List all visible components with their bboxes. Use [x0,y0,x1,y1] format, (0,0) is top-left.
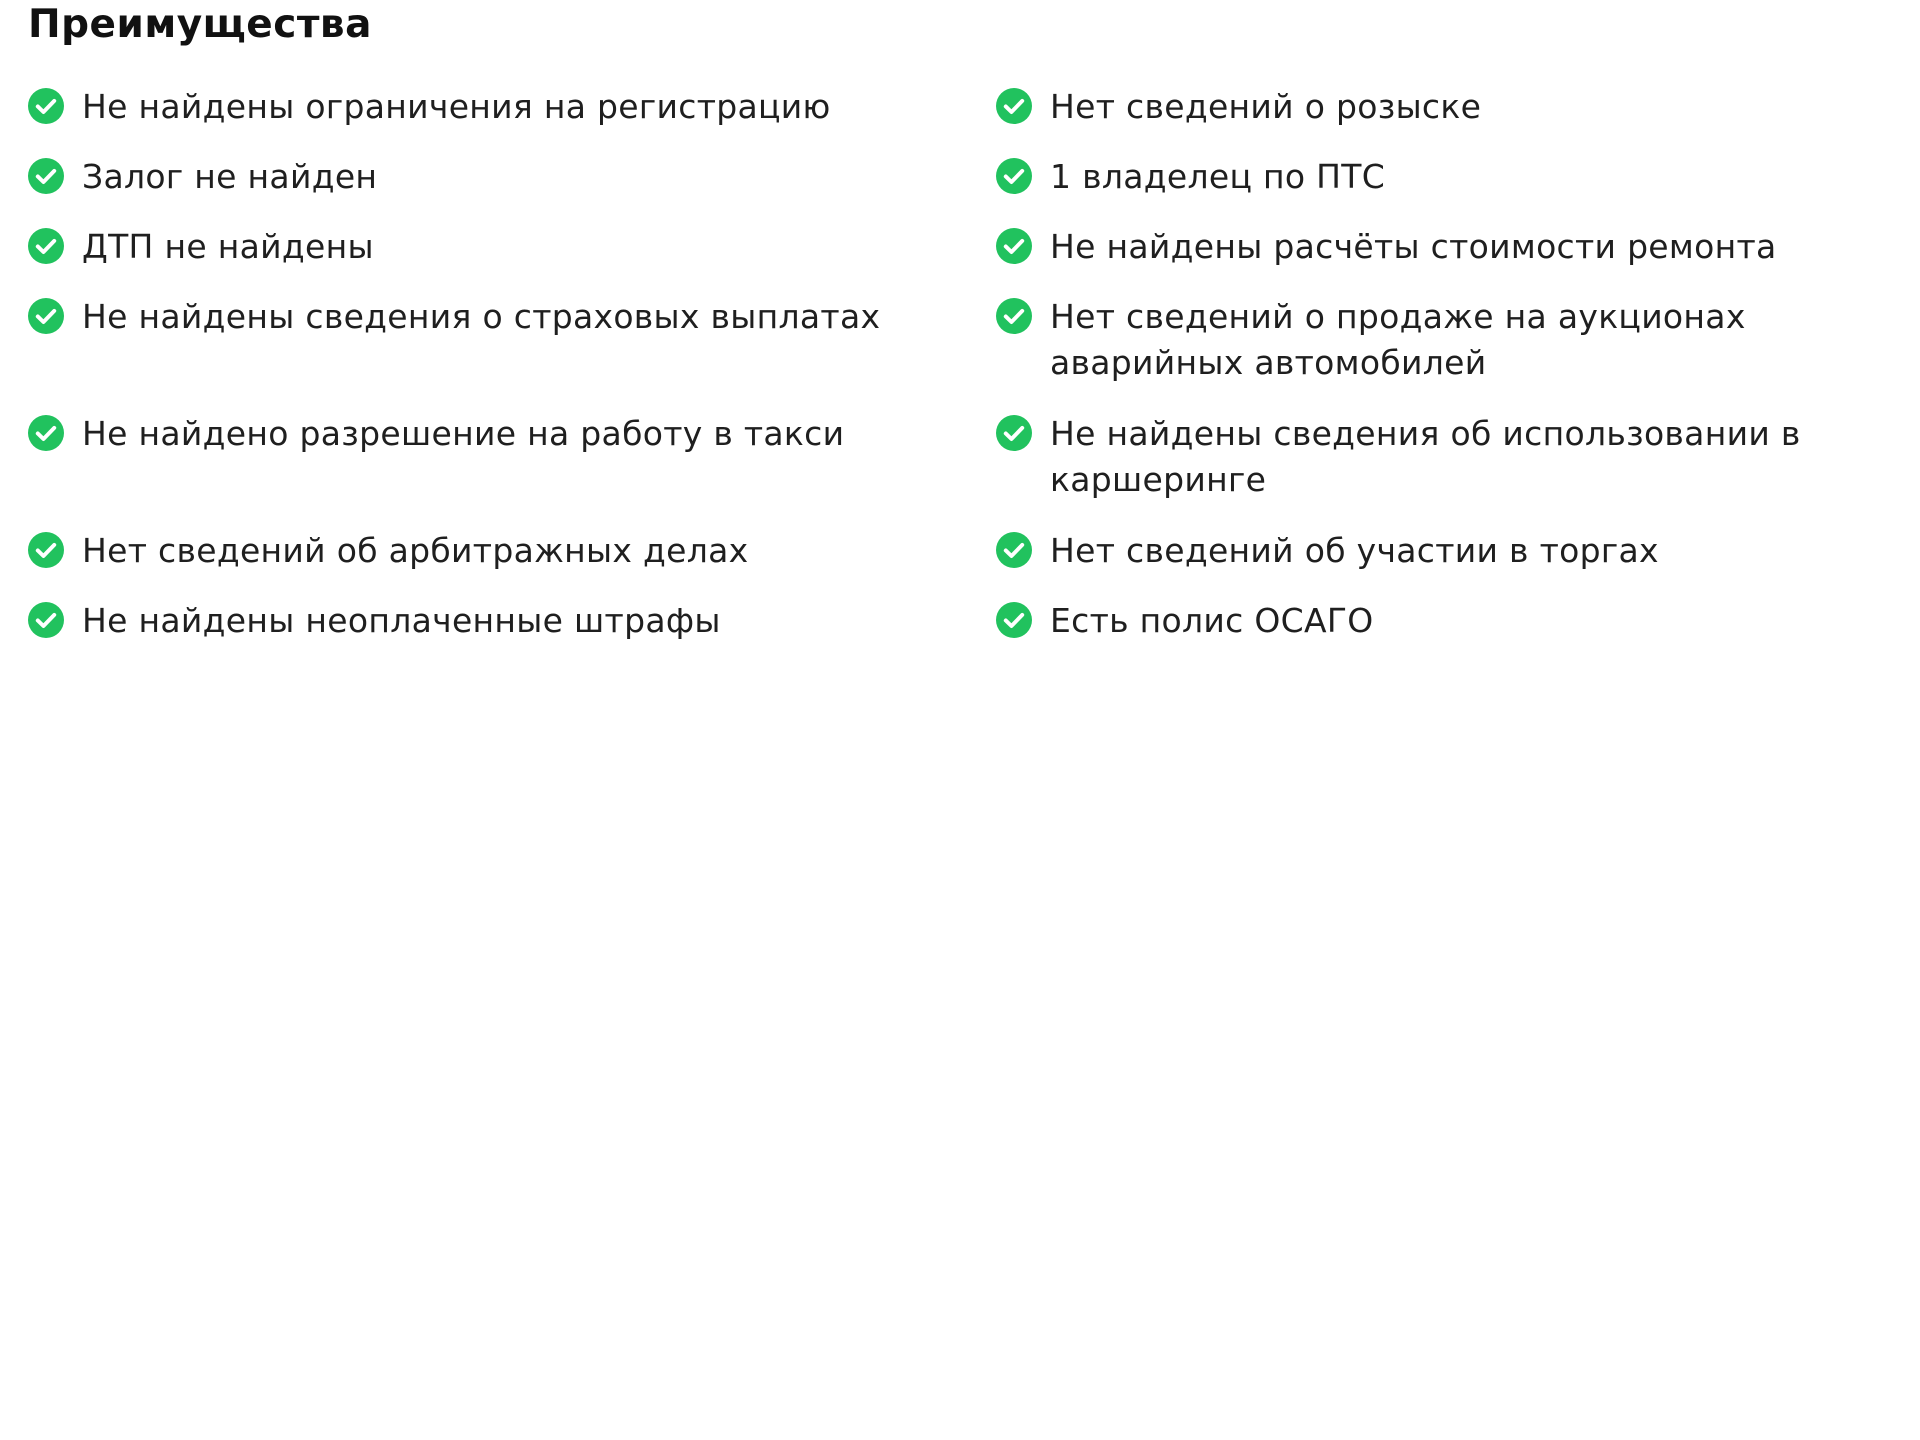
advantages-grid [28,84,1920,644]
advantage-label: Не найдены ограничения на регистрацию [82,87,831,126]
check-circle-icon [28,532,64,568]
advantage-item [996,154,1920,200]
check-circle-icon [28,298,64,334]
section-title: Преимущества [28,2,372,47]
advantages-section [28,0,1920,644]
advantage-label: ДТП не найдены [82,227,374,266]
check-circle-icon [996,88,1032,124]
check-circle-icon [28,228,64,264]
advantage-label: Нет сведений о продаже на аукционах аварийных автомобилей [1050,297,1746,382]
advantage-label: Нет сведений об участии в торгах [1050,531,1659,570]
check-circle-icon [996,228,1032,264]
advantage-item [28,84,996,130]
check-circle-icon [996,415,1032,451]
advantage-label: Есть полис ОСАГО [1050,601,1374,640]
advantage-item [28,528,996,574]
advantage-label: Не найдены неоплаченные штрафы [82,601,721,640]
check-circle-icon [996,298,1032,334]
check-circle-icon [996,532,1032,568]
advantage-item [996,294,1920,387]
check-circle-icon [996,158,1032,194]
advantages-left-column [28,84,996,644]
advantage-item [28,411,996,504]
advantage-label: Не найдены сведения о страховых выплатах [82,297,881,336]
check-circle-icon [28,158,64,194]
advantage-item [28,224,996,270]
advantage-label: Не найдены сведения об использовании в каршеринге [1050,414,1801,499]
advantage-item [28,154,996,200]
advantage-label: 1 владелец по ПТС [1050,157,1386,196]
advantage-item [996,598,1920,644]
advantage-item [996,411,1920,504]
advantages-right-column [996,84,1920,644]
advantage-label: Не найдены расчёты стоимости ремонта [1050,227,1777,266]
advantage-item [28,598,996,644]
check-circle-icon [28,88,64,124]
advantage-item [996,224,1920,270]
advantage-label: Не найдено разрешение на работу в такси [82,414,845,453]
advantage-item [996,84,1920,130]
advantage-item [996,528,1920,574]
check-circle-icon [996,602,1032,638]
advantage-item [28,294,996,387]
advantage-label: Залог не найден [82,157,378,196]
advantage-label: Нет сведений о розыске [1050,87,1482,126]
check-circle-icon [28,415,64,451]
check-circle-icon [28,602,64,638]
advantage-label: Нет сведений об арбитражных делах [82,531,749,570]
